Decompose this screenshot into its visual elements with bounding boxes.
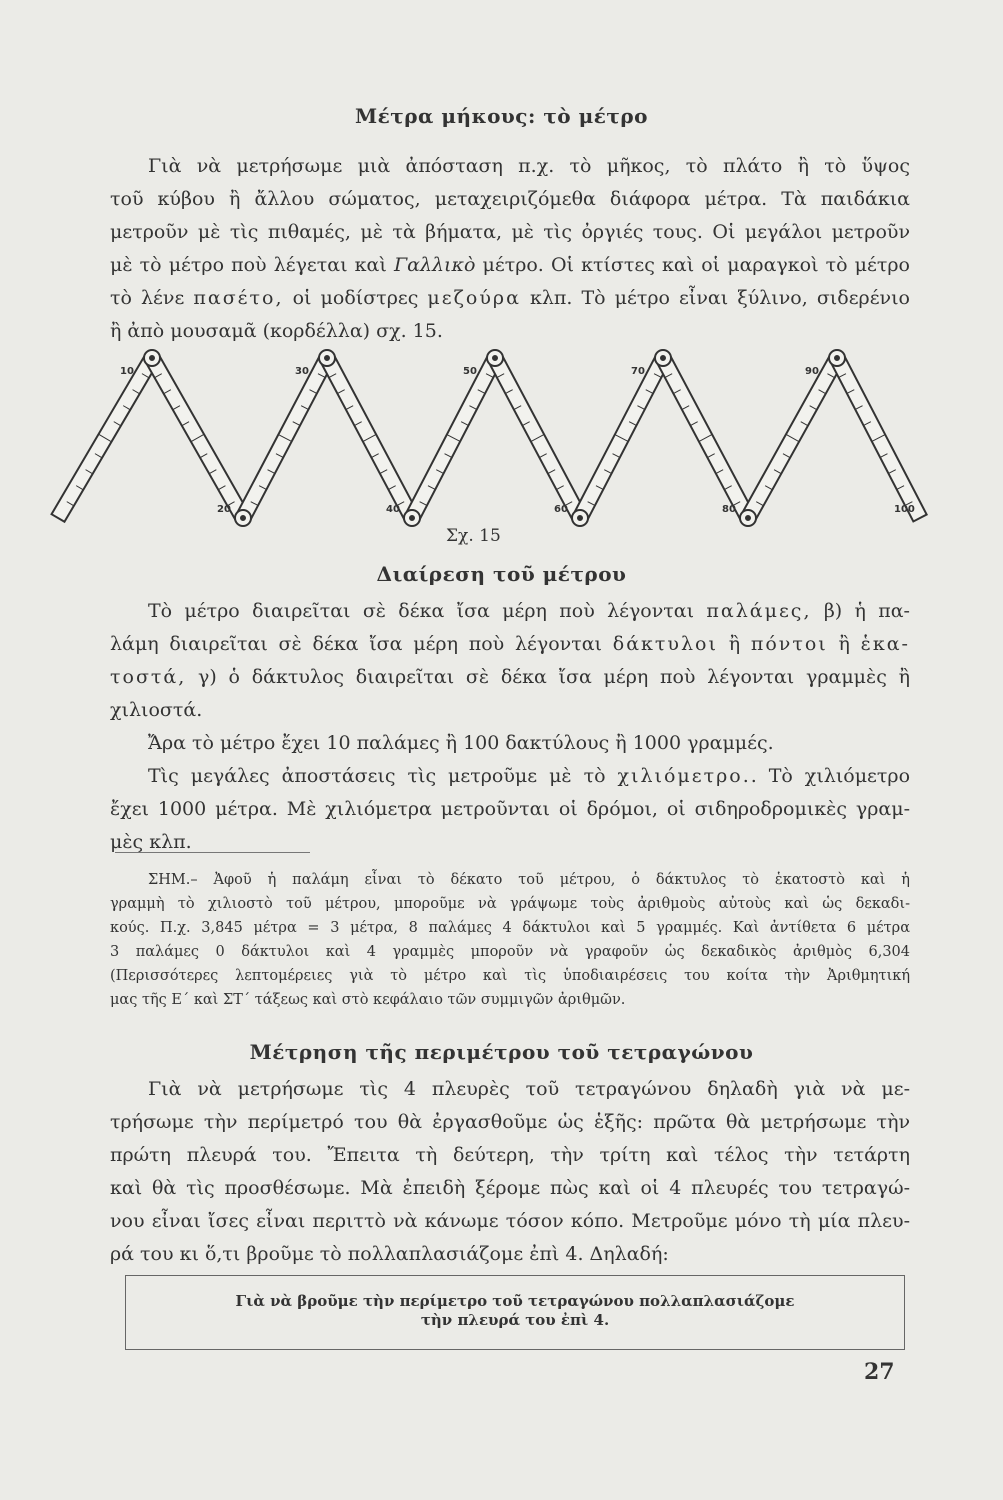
division3-line-1a: Τὶς μεγάλες ἀποστάσεις τὶς μετροῦμε μὲ τὸ — [148, 765, 606, 787]
note-line-1: ΣΗΜ.– Ἀφοῦ ἡ παλάμη εἶναι τὸ δέκατο τοῦ μέτρου, ὁ δάκτυλος τὸ ἑκατοστὸ καὶ ἡ — [148, 872, 910, 888]
ruler-hinge-pin — [835, 356, 839, 360]
ruler-hinge-pin — [241, 516, 245, 520]
note-line-6: μας τῆς Ε΄ καὶ ΣΤ΄ τάξεως καὶ στὸ κεφάλαιο τῶν συμμιγῶν ἀριθμῶν. — [110, 992, 626, 1008]
perimeter-line-1: Γιὰ νὰ μετρήσωμε τὶς 4 πλευρὲς τοῦ τετραγώνου δηλαδὴ γιὰ νὰ με- — [148, 1078, 910, 1100]
intro-line-5b: οἱ μοδίστρες — [292, 287, 419, 309]
ruler-label: 30 — [295, 366, 309, 377]
perimeter-paragraph — [110, 1073, 910, 1271]
ruler-hinge-pin — [410, 516, 414, 520]
note-line-2: γραμμὴ τὸ χιλιοστὸ τοῦ μέτρου, μποροῦμε νὰ γράψωμε τοὺς ἀριθμοὺς αὐτοὺς καὶ ὡς δεκαδι- — [110, 896, 910, 912]
footnote-rule — [115, 852, 310, 853]
ruler-hinge-pin — [325, 356, 329, 360]
division3-line-2: ἔχει 1000 μέτρα. Μὲ χιλιόμετρα μετροῦνται οἱ δρόμοι, οἱ σιδηροδρομικὲς γραμ- — [110, 798, 910, 820]
term-grammes: γραμμὲς — [805, 666, 887, 688]
folding-ruler-figure — [40, 338, 940, 533]
ruler-label: 10 — [120, 366, 134, 377]
figure-caption: Σχ. 15 — [446, 526, 501, 546]
ruler-label: 80 — [722, 504, 736, 515]
term-chiliosta: χιλιοστά. — [110, 699, 203, 721]
intro-line-4b: μέτρο. Οἱ κτίστες καὶ οἱ μαραγκοὶ τὸ μέτρο — [482, 254, 910, 276]
term-mezoura: μεζούρα — [427, 287, 521, 309]
heading-perimeter: Μέτρηση τῆς περιμέτρου τοῦ τετραγώνου — [249, 1040, 754, 1064]
footnote — [110, 868, 910, 1012]
division-line-2a: λάμη διαιρεῖται σὲ δέκα ἴσα μέρη ποὺ λέγονται — [110, 633, 603, 655]
intro-paragraph — [110, 150, 910, 348]
division3-line-1b: . Τὸ χιλιόμετρο — [750, 765, 911, 787]
ruler-label: 100 — [894, 504, 915, 515]
rule-box — [125, 1275, 905, 1350]
ruler-hinge-pin — [661, 356, 665, 360]
intro-line-3: μετροῦν μὲ τὶς πιθαμές, μὲ τὰ βήματα, μὲ τὶς ὀργιές τους. Οἱ μεγάλοι μετροῦν — [110, 221, 910, 243]
perimeter-line-5: νου εἶναι ἴσες εἶναι περιττὸ νὰ κάνωμε τόσον κόπο. Μετροῦμε μόνο τὴ μία πλευ- — [110, 1210, 910, 1232]
term-pontoi: πόντοι — [750, 633, 828, 655]
division-line-3a: γ) ὁ δάκτυλος διαιρεῖται σὲ δέκα ἴσα μέρη ποὺ λέγονται — [198, 666, 795, 688]
heading-length-measures: Μέτρα μήκους: τὸ μέτρο — [355, 104, 648, 128]
term-ekatosta-2: τοστά, — [110, 666, 187, 688]
rule-box-line-1: Γιὰ νὰ βροῦμε τὴν περίμετρο τοῦ τετραγώνου πολλαπλασιάζομε — [235, 1292, 795, 1310]
intro-line-6: ἢ ἀπὸ μουσαμᾶ (κορδέλλα) σχ. 15. — [110, 320, 443, 342]
division-or-1: ἢ — [728, 633, 741, 655]
ruler-hinge-pin — [493, 356, 497, 360]
term-paseto: πασέτο, — [193, 287, 284, 309]
perimeter-line-3: πρώτη πλευρά του. Ἔπειτα τὴ δεύτερη, τὴν τρίτη καὶ τέλος τὴν τετάρτη — [110, 1144, 910, 1166]
note-line-4: 3 παλάμες 0 δάκτυλοι καὶ 4 γραμμὲς μποροῦν νὰ γραφοῦν ὡς δεκαδικὸς ἀριθμὸς 6,304 — [110, 944, 910, 960]
division-summary: Ἄρα τὸ μέτρο ἔχει 10 παλάμες ἢ 100 δακτύλους ἢ 1000 γραμμές. — [148, 732, 774, 754]
intro-line-1: Γιὰ νὰ μετρήσωμε μιὰ ἀπόσταση π.χ. τὸ μῆκος, τὸ πλάτο ἢ τὸ ὕψος — [148, 155, 910, 177]
division-line-1a: Τὸ μέτρο διαιρεῖται σὲ δέκα ἴσα μέρη ποὺ λέγονται — [148, 600, 695, 622]
division-or-2: ἢ — [838, 633, 850, 655]
intro-line-4a: μὲ τὸ μέτρο ποὺ λέγεται καὶ — [110, 254, 387, 276]
division-or-3: ἢ — [898, 666, 910, 688]
perimeter-line-2: τρήσωμε τὴν περίμετρό του θὰ ἐργασθοῦμε ὡς ἑξῆς: πρῶτα θὰ μετρήσωμε τὴν — [110, 1111, 910, 1133]
ruler-label: 40 — [386, 504, 400, 515]
note-line-3: κούς. Π.χ. 3,845 μέτρα = 3 μέτρα, 8 παλάμες 4 δάκτυλοι καὶ 5 γραμμές. Καὶ ἀντίθετα 6 μέτρα — [110, 920, 910, 936]
term-ekatosta-1: ἑκα- — [860, 633, 910, 655]
intro-line-5a: τὸ λένε — [110, 287, 185, 309]
intro-line-2: τοῦ κύβου ἢ ἄλλου σώματος, μεταχειριζόμεθα διάφορα μέτρα. Τὰ παιδάκια — [110, 188, 910, 210]
term-palames: παλάμες, — [706, 600, 812, 622]
ruler-label: 20 — [217, 504, 231, 515]
ruler-hinge-pin — [150, 356, 154, 360]
ruler-label: 60 — [554, 504, 568, 515]
intro-line-5c: κλπ. Τὸ μέτρο εἶναι ξύλινο, σιδερένιο — [529, 287, 910, 309]
page-number: 27 — [864, 1359, 895, 1385]
perimeter-line-4: καὶ θὰ τὶς προσθέσωμε. Μὰ ἐπειδὴ ξέρομε πὼς καὶ οἱ 4 πλευρές του τετραγώ- — [110, 1177, 910, 1199]
term-daktyloi: δάκτυλοι — [612, 633, 718, 655]
term-chiliometro: χιλιόμετρο. — [617, 765, 751, 787]
ruler-label: 70 — [631, 366, 645, 377]
term-gallic: Γαλλικὸ — [393, 254, 476, 276]
perimeter-line-6: ρά του κι ὅ,τι βροῦμε τὸ πολλαπλασιάζομε ἐπὶ 4. Δηλαδή: — [110, 1243, 669, 1265]
note-line-5: (Περισσότερες λεπτομέρειες γιὰ τὸ μέτρο καὶ τὶς ὑποδιαιρέσεις του κοίτα τὴν Ἀριθμητική — [110, 968, 910, 984]
ruler-hinge-pin — [578, 516, 582, 520]
heading-division: Διαίρεση τοῦ μέτρου — [376, 562, 627, 586]
rule-box-line-2: τὴν πλευρά του ἐπὶ 4. — [420, 1311, 610, 1329]
division-paragraph — [110, 595, 910, 859]
division3-line-3: μὲς κλπ. — [110, 831, 192, 853]
ruler-hinge-pin — [746, 516, 750, 520]
division-line-1b: β) ἡ πα- — [823, 600, 910, 622]
ruler-label: 90 — [805, 366, 819, 377]
ruler-label: 50 — [463, 366, 477, 377]
